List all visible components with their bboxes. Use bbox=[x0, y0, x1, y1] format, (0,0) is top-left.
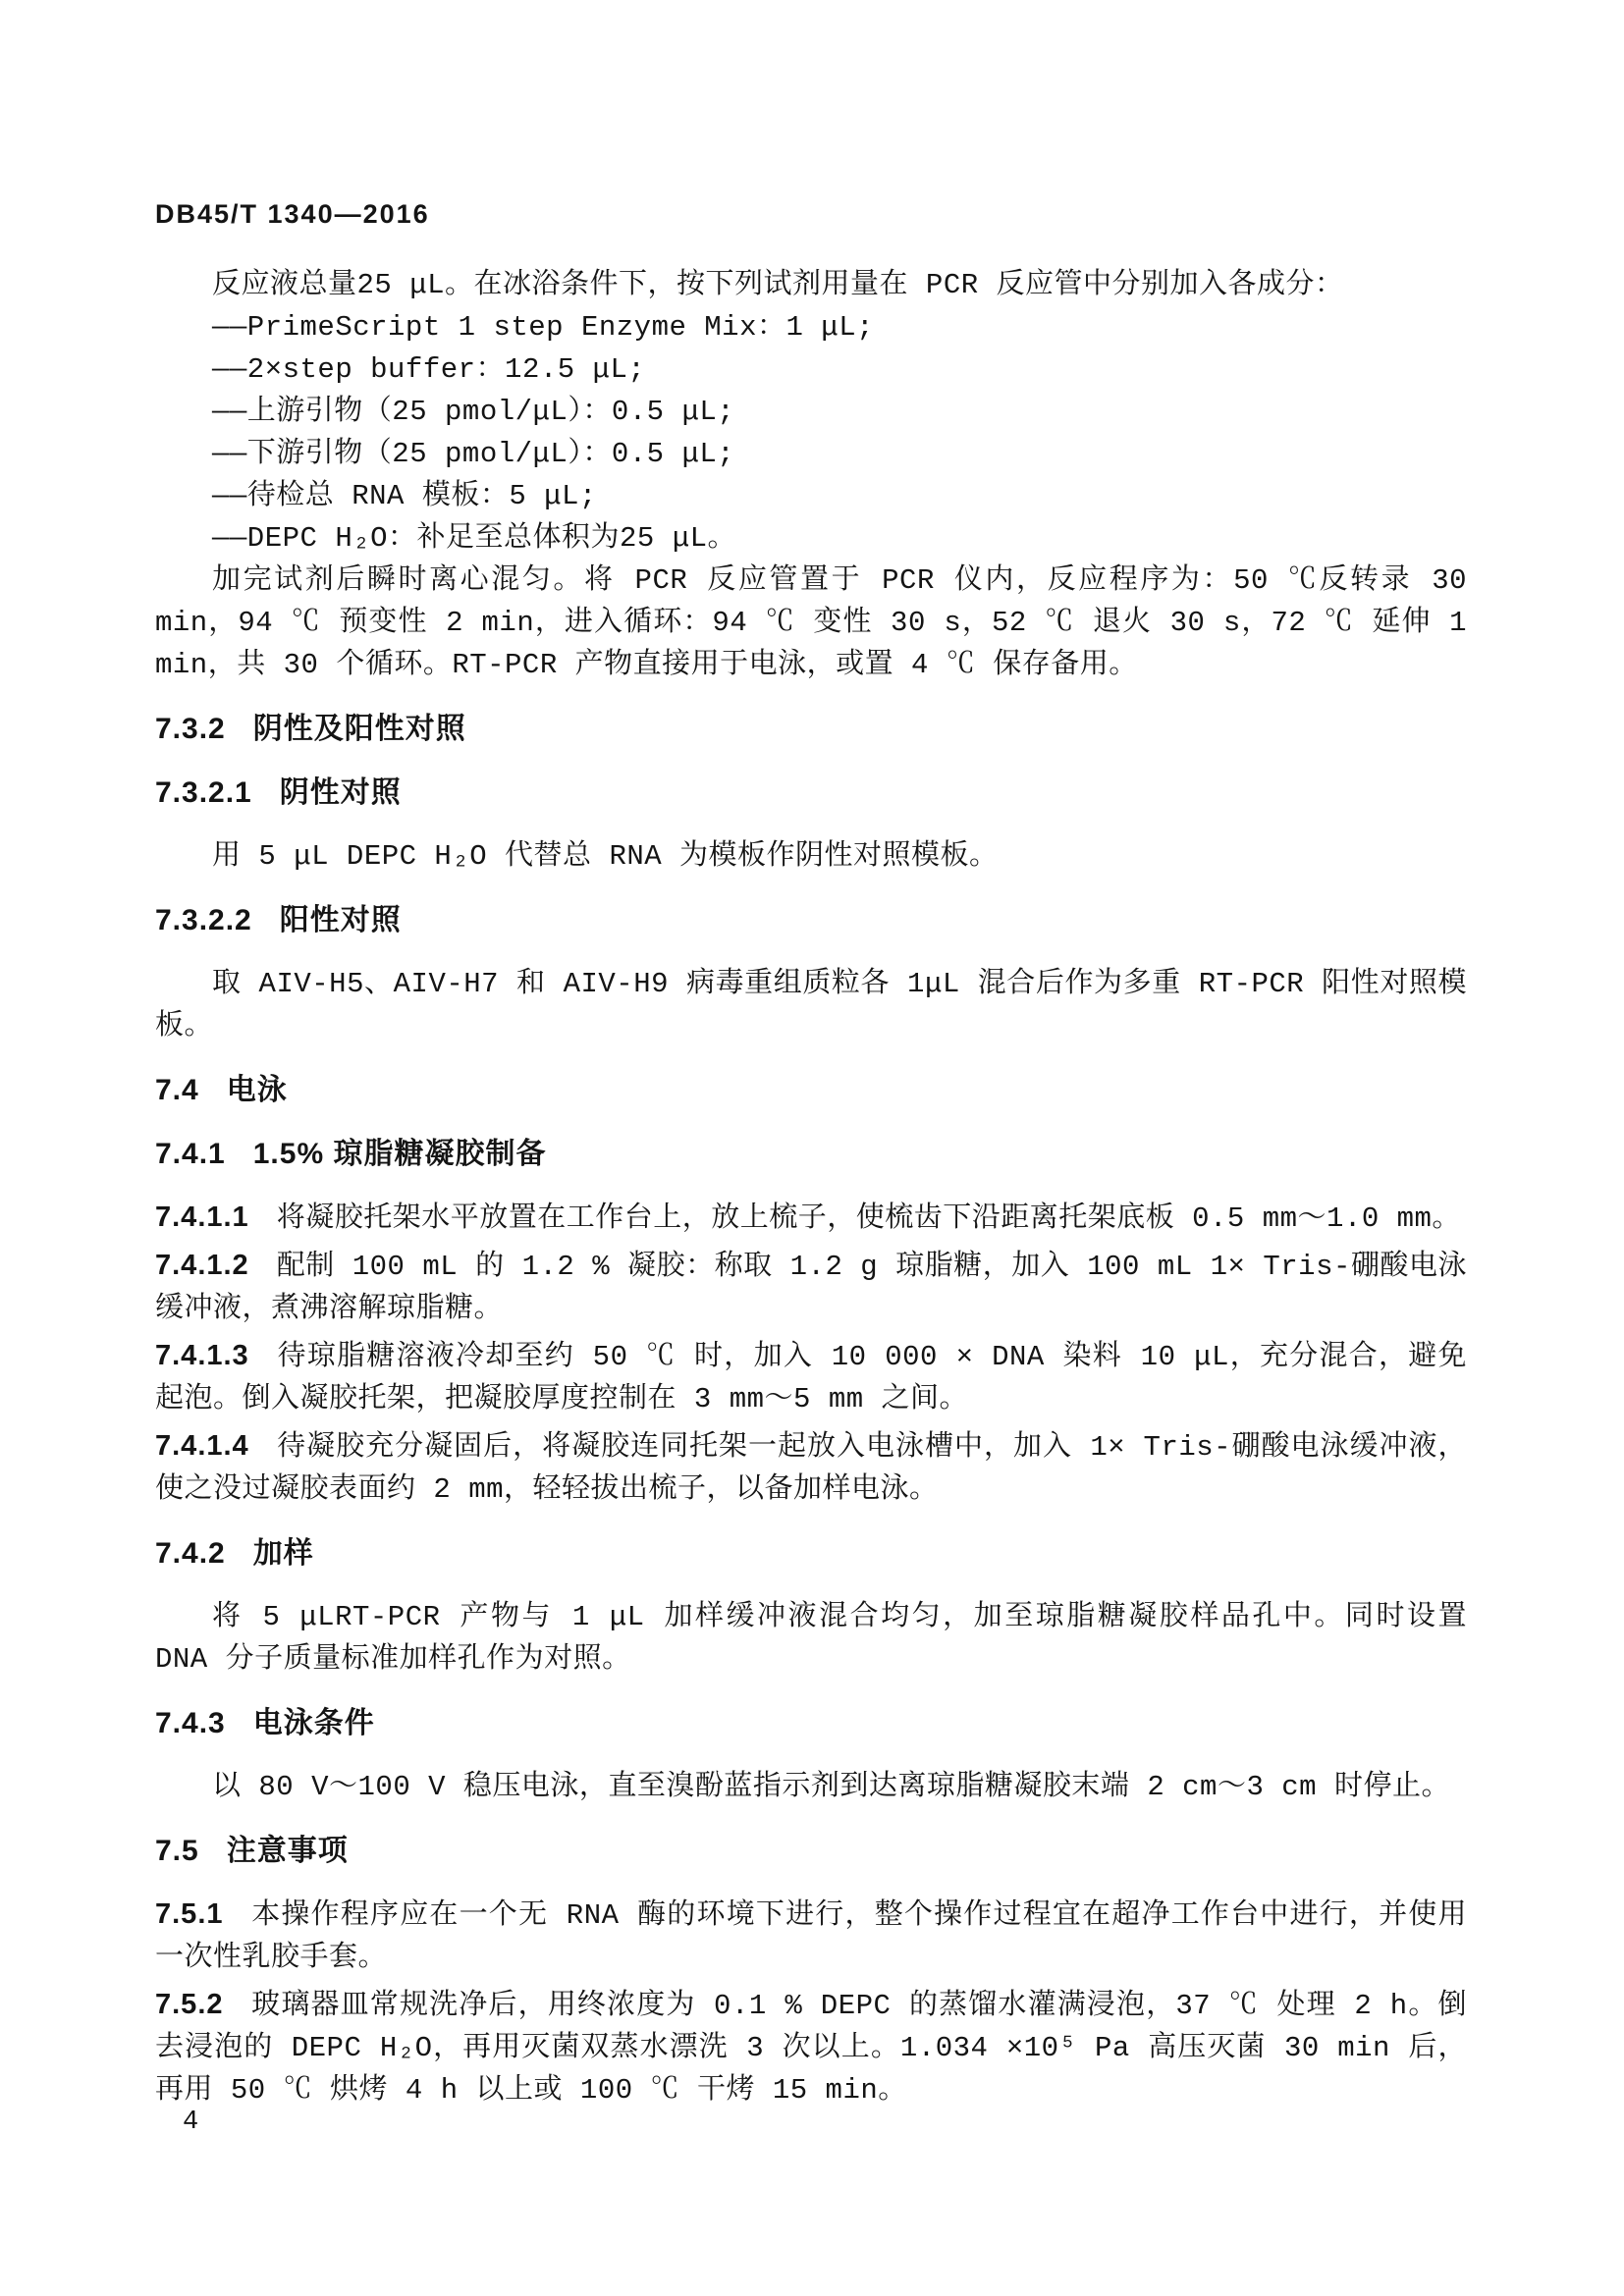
heading-title: 注意事项 bbox=[226, 1835, 349, 1867]
paragraph-intro: 反应液总量25 μL。在冰浴条件下，按下列试剂用量在 PCR 反应管中分别加入各成分： bbox=[212, 269, 1344, 301]
reagent-list-item: ——PrimeScript 1 step Enzyme Mix：1 μL; bbox=[212, 311, 875, 344]
clause-text: 配制 100 mL 的 1.2 % 凝胶：称取 1.2 g 琼脂糖，加入 100 mL 1× Tris-硼酸电泳缓冲液，煮沸溶解琼脂糖。 bbox=[155, 1251, 1467, 1325]
heading-title: 电泳条件 bbox=[252, 1707, 375, 1739]
reagent-list bbox=[155, 306, 1467, 560]
paragraph-sample-loading: 将 5 μLRT-PCR 产物与 1 μL 加样缓冲液混合均匀，加至琼脂糖凝胶样品孔中。同时设置 DNA 分子质量标准加样孔作为对照。 bbox=[155, 1601, 1467, 1676]
clause-7-5-1 bbox=[155, 1894, 1467, 1979]
reagent-list-item: ——DEPC H₂O：补足至总体积为25 μL。 bbox=[212, 522, 737, 555]
paragraph-negative-control: 用 5 μL DEPC H₂O 代替总 RNA 为模板作阴性对照模板。 bbox=[212, 840, 999, 873]
clause-text: 待琼脂糖溶液冷却至约 50 ℃ 时，加入 10 000 × DNA 染料 10 μL，充分混合，避免起泡。倒入凝胶托架，把凝胶厚度控制在 3 mm～5 mm 之间。 bbox=[155, 1341, 1467, 1415]
heading-title: 阴性对照 bbox=[279, 776, 402, 809]
heading-title: 阳性对照 bbox=[279, 904, 402, 936]
clause-number: 7.4.1.1 bbox=[155, 1201, 249, 1233]
clause-number: 7.4.1.3 bbox=[155, 1340, 249, 1371]
paragraph-procedure: 加完试剂后瞬时离心混匀。将 PCR 反应管置于 PCR 仪内，反应程序为：50 ℃反转录 30 min，94 ℃ 预变性 2 min，进入循环：94 ℃ 变性 30 s，52 ℃ 退火 30 s，72 ℃ 延伸 1 min，共 30 个循环。RT-PCR 产物直接用于电泳，或置 4 ℃ 保存备用。 bbox=[155, 564, 1467, 681]
heading-title: 阴性及阳性对照 bbox=[252, 713, 466, 745]
heading-7-4-3 bbox=[155, 1702, 1467, 1744]
heading-7-4-2 bbox=[155, 1532, 1467, 1575]
paragraph-positive-control: 取 AIV-H5、AIV-H7 和 AIV-H9 病毒重组质粒各 1μL 混合后作为多重 RT-PCR 阳性对照模板。 bbox=[155, 968, 1467, 1042]
clause-7-4-1-1 bbox=[155, 1197, 1467, 1240]
heading-number: 7.4.1 bbox=[155, 1138, 226, 1170]
clause-text: 待凝胶充分凝固后，将凝胶连同托架一起放入电泳槽中，加入 1× Tris-硼酸电泳缓冲液，使之没过凝胶表面约 2 mm，轻轻拔出梳子，以备加样电泳。 bbox=[155, 1431, 1467, 1506]
reagent-list-item: ——待检总 RNA 模板：5 μL; bbox=[212, 480, 597, 512]
heading-7-3-2 bbox=[155, 708, 1467, 750]
reagent-list-item: ——2×step buffer：12.5 μL; bbox=[212, 353, 646, 386]
paragraph-electrophoresis-condition: 以 80 V～100 V 稳压电泳，直至溴酚蓝指示剂到达离琼脂糖凝胶末端 2 cm～3 cm 时停止。 bbox=[212, 1771, 1450, 1803]
heading-number: 7.3.2.1 bbox=[155, 776, 252, 809]
clause-number: 7.4.1.2 bbox=[155, 1250, 249, 1281]
heading-7-5 bbox=[155, 1830, 1467, 1872]
clause-7-5-2 bbox=[155, 1984, 1467, 2111]
heading-title: 加样 bbox=[252, 1537, 314, 1570]
clause-text: 玻璃器皿常规洗净后，用终浓度为 0.1 % DEPC 的蒸馏水灌满浸泡，37 ℃ 处理 2 h。倒去浸泡的 DEPC H₂O，再用灭菌双蒸水漂洗 3 次以上。1.034 ×10⁵ Pa 高压灭菌 30 min 后，再用 50 ℃ 烘烤 4 h 以上或 100 ℃ 干烤 15 min。 bbox=[155, 1990, 1467, 2107]
clause-number: 7.5.1 bbox=[155, 1898, 224, 1930]
clause-number: 7.4.1.4 bbox=[155, 1430, 249, 1462]
page-number: 4 bbox=[183, 2108, 199, 2137]
clause-7-4-1-3 bbox=[155, 1335, 1467, 1420]
heading-number: 7.4.3 bbox=[155, 1707, 226, 1739]
reagent-list-item: ——上游引物（25 pmol/μL）：0.5 μL; bbox=[212, 396, 735, 428]
heading-number: 7.4 bbox=[155, 1074, 199, 1106]
heading-number: 7.4.2 bbox=[155, 1537, 226, 1570]
heading-7-3-2-2 bbox=[155, 899, 1467, 941]
page-content bbox=[155, 200, 1467, 2116]
heading-title: 电泳 bbox=[226, 1074, 288, 1106]
heading-number: 7.3.2.2 bbox=[155, 904, 252, 936]
doc-header: DB45/T 1340—2016 bbox=[155, 199, 430, 229]
clause-7-4-1-2 bbox=[155, 1245, 1467, 1330]
heading-number: 7.5 bbox=[155, 1835, 199, 1867]
heading-7-4-1 bbox=[155, 1133, 1467, 1175]
heading-title: 1.5% 琼脂糖凝胶制备 bbox=[252, 1138, 547, 1170]
clause-text: 本操作程序应在一个无 RNA 酶的环境下进行，整个操作过程宜在超净工作台中进行，并使用一次性乳胶手套。 bbox=[155, 1899, 1467, 1974]
reagent-list-item: ——下游引物（25 pmol/μL）：0.5 μL; bbox=[212, 438, 735, 470]
heading-7-3-2-1 bbox=[155, 772, 1467, 814]
heading-7-4 bbox=[155, 1069, 1467, 1111]
heading-number: 7.3.2 bbox=[155, 713, 226, 745]
clause-number: 7.5.2 bbox=[155, 1989, 224, 2020]
clause-text: 将凝胶托架水平放置在工作台上，放上梳子，使梳齿下沿距离托架底板 0.5 mm～1.0 mm。 bbox=[276, 1202, 1461, 1235]
clause-7-4-1-4 bbox=[155, 1425, 1467, 1511]
